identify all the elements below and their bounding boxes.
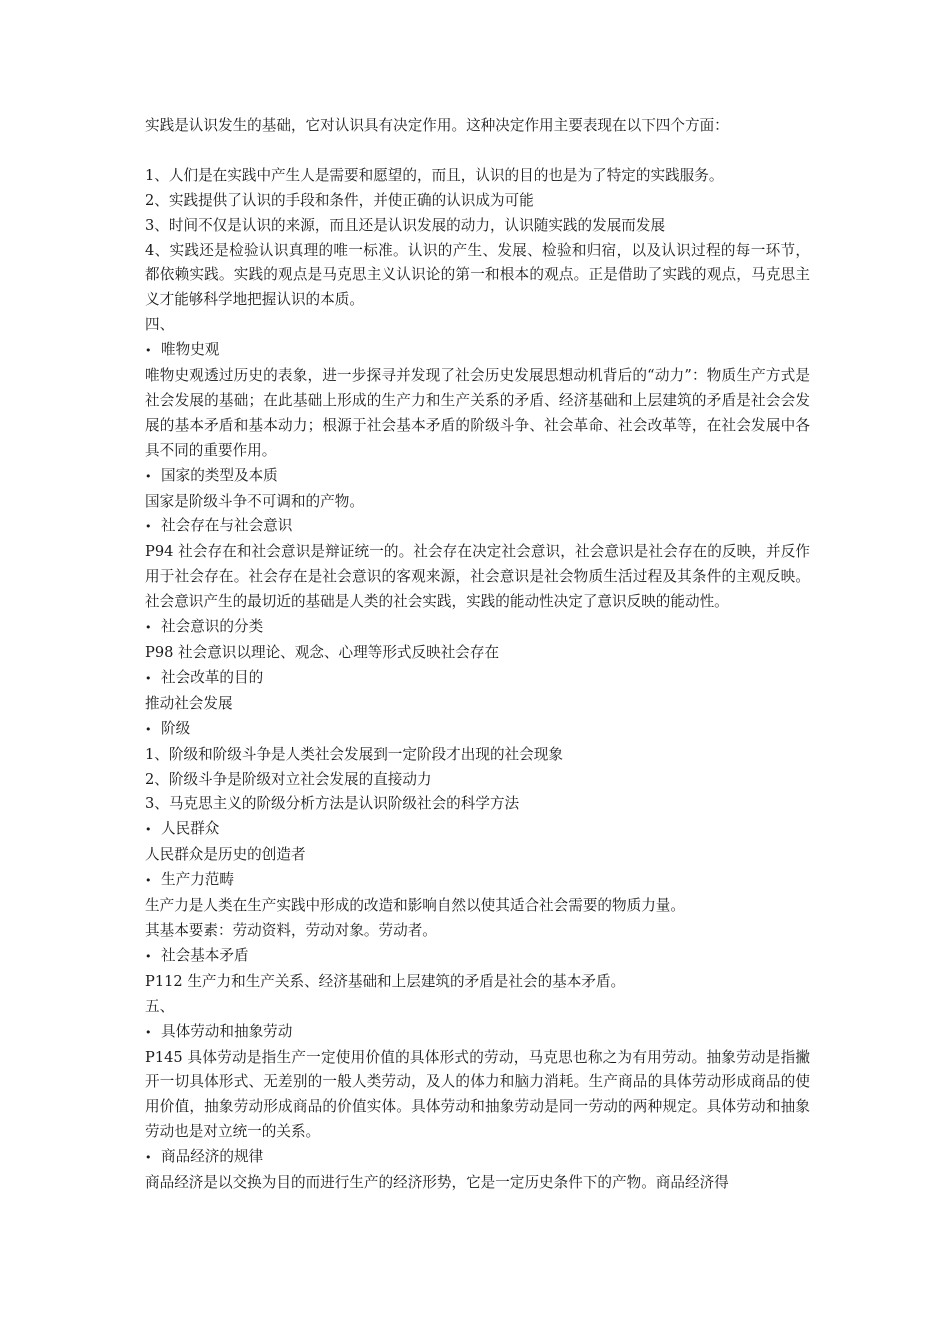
bullet-icon <box>145 666 161 692</box>
bullet-icon <box>145 514 161 540</box>
bullet-icon <box>145 464 161 490</box>
bullet-heading-text: 社会存在与社会意识 <box>161 517 293 535</box>
bullet-heading-text: 具体劳动和抽象劳动 <box>161 1022 293 1040</box>
bullet-heading-text: 社会改革的目的 <box>161 668 264 686</box>
paragraph: 3、时间不仅是认识的来源，而且还是认识发展的动力，认识随实践的发展而发展 <box>145 216 666 234</box>
bullet-icon <box>145 817 161 843</box>
bullet-heading-text: 唯物史观 <box>161 341 220 359</box>
paragraph: P94 社会存在和社会意识是辩证统一的。社会存在决定社会意识，社会意识是社会存在的反映，并反作用于社会存在。社会存在是社会意识的客观来源，社会意识是社会物质生活过程及其条件的主观反映。社会意识产生的最切近的基础是人类的社会实践，实践的能动性决定了意识反映的能动性。 <box>145 543 810 611</box>
bullet-heading <box>145 615 810 641</box>
paragraph: 人民群众是历史的创造者 <box>145 846 306 864</box>
bullet-icon <box>145 717 161 743</box>
bullet-heading-text: 国家的类型及本质 <box>161 466 278 484</box>
bullet-heading <box>145 944 810 970</box>
blank-line <box>145 139 810 164</box>
bullet-heading-text: 社会基本矛盾 <box>161 946 249 964</box>
bullet-heading-text: 商品经济的规律 <box>161 1148 264 1166</box>
bullet-icon <box>145 338 161 364</box>
bullet-icon <box>145 615 161 641</box>
paragraph: 四、 <box>145 316 175 334</box>
bullet-icon <box>145 944 161 970</box>
bullet-heading <box>145 717 810 743</box>
paragraph: 商品经济是以交换为目的而进行生产的经济形势，它是一定历史条件下的产物。商品经济得 <box>145 1174 729 1192</box>
paragraph: P112 生产力和生产关系、经济基础和上层建筑的矛盾是社会的基本矛盾。 <box>145 972 626 990</box>
bullet-icon <box>145 868 161 894</box>
paragraph: P98 社会意识以理论、观念、心理等形式反映社会存在 <box>145 644 500 662</box>
bullet-heading-text: 人民群众 <box>161 820 220 838</box>
bullet-heading <box>145 666 810 692</box>
bullet-heading-text: 生产力范畴 <box>161 871 234 889</box>
bullet-heading <box>145 464 810 490</box>
bullet-heading-text: 社会意识的分类 <box>161 618 264 636</box>
paragraph: P145 具体劳动是指生产一定使用价值的具体形式的劳动，马克思也称之为有用劳动。抽象劳动是指撇开一切具体形式、无差别的一般人类劳动，及人的体力和脑力消耗。生产商品的具体劳动形成商品的使用价值，抽象劳动形成商品的价值实体。具体劳动和抽象劳动是同一劳动的两种规定。具体劳动和抽象劳动也是对立统一的关系。 <box>145 1048 810 1141</box>
bullet-heading <box>145 338 810 364</box>
bullet-heading <box>145 868 810 894</box>
paragraph: 1、阶级和阶级斗争是人类社会发展到一定阶段才出现的社会现象 <box>145 745 563 763</box>
bullet-heading <box>145 514 810 540</box>
paragraph: 2、阶级斗争是阶级对立社会发展的直接动力 <box>145 770 432 788</box>
paragraph: 3、马克思主义的阶级分析方法是认识阶级社会的科学方法 <box>145 795 520 813</box>
bullet-heading <box>145 1020 810 1046</box>
paragraph: 1、人们是在实践中产生人是需要和愿望的，而且，认识的目的也是为了特定的实践服务。 <box>145 166 724 184</box>
bullet-heading <box>145 817 810 843</box>
paragraph: 4、实践还是检验认识真理的唯一标准。认识的产生、发展、检验和归宿，以及认识过程的每一环节，都依赖实践。实践的观点是马克思主义认识论的第一和根本的观点。正是借助了实践的观点，马克思主义才能够科学地把握认识的本质。 <box>145 241 810 309</box>
paragraph: 生产力是人类在生产实践中形成的改造和影响自然以使其适合社会需要的物质力量。 <box>145 897 685 915</box>
paragraph: 其基本要素：劳动资料，劳动对象。劳动者。 <box>145 921 437 939</box>
paragraph: 唯物史观透过历史的表象，进一步探寻并发现了社会历史发展思想动机背后的“动力”：物质生产方式是社会发展的基础；在此基础上形成的生产力和生产关系的矛盾、经济基础和上层建筑的矛盾是社会会发展的基本矛盾和基本动力；根源于社会基本矛盾的阶级斗争、社会革命、社会改革等，在社会发展中各具不同的重要作用。 <box>145 367 810 459</box>
bullet-heading-text: 阶级 <box>161 719 191 737</box>
document-page <box>145 114 810 1196</box>
paragraph: 实践是认识发生的基础，它对认识具有决定作用。这种决定作用主要表现在以下四个方面： <box>145 117 729 134</box>
paragraph: 五、 <box>145 997 175 1015</box>
bullet-icon <box>145 1145 161 1171</box>
bullet-icon <box>145 1020 161 1046</box>
paragraph: 推动社会发展 <box>145 694 233 712</box>
bullet-heading <box>145 1145 810 1171</box>
paragraph: 2、实践提供了认识的手段和条件，并使正确的认识成为可能 <box>145 191 534 209</box>
paragraph: 国家是阶级斗争不可调和的产物。 <box>145 492 364 510</box>
